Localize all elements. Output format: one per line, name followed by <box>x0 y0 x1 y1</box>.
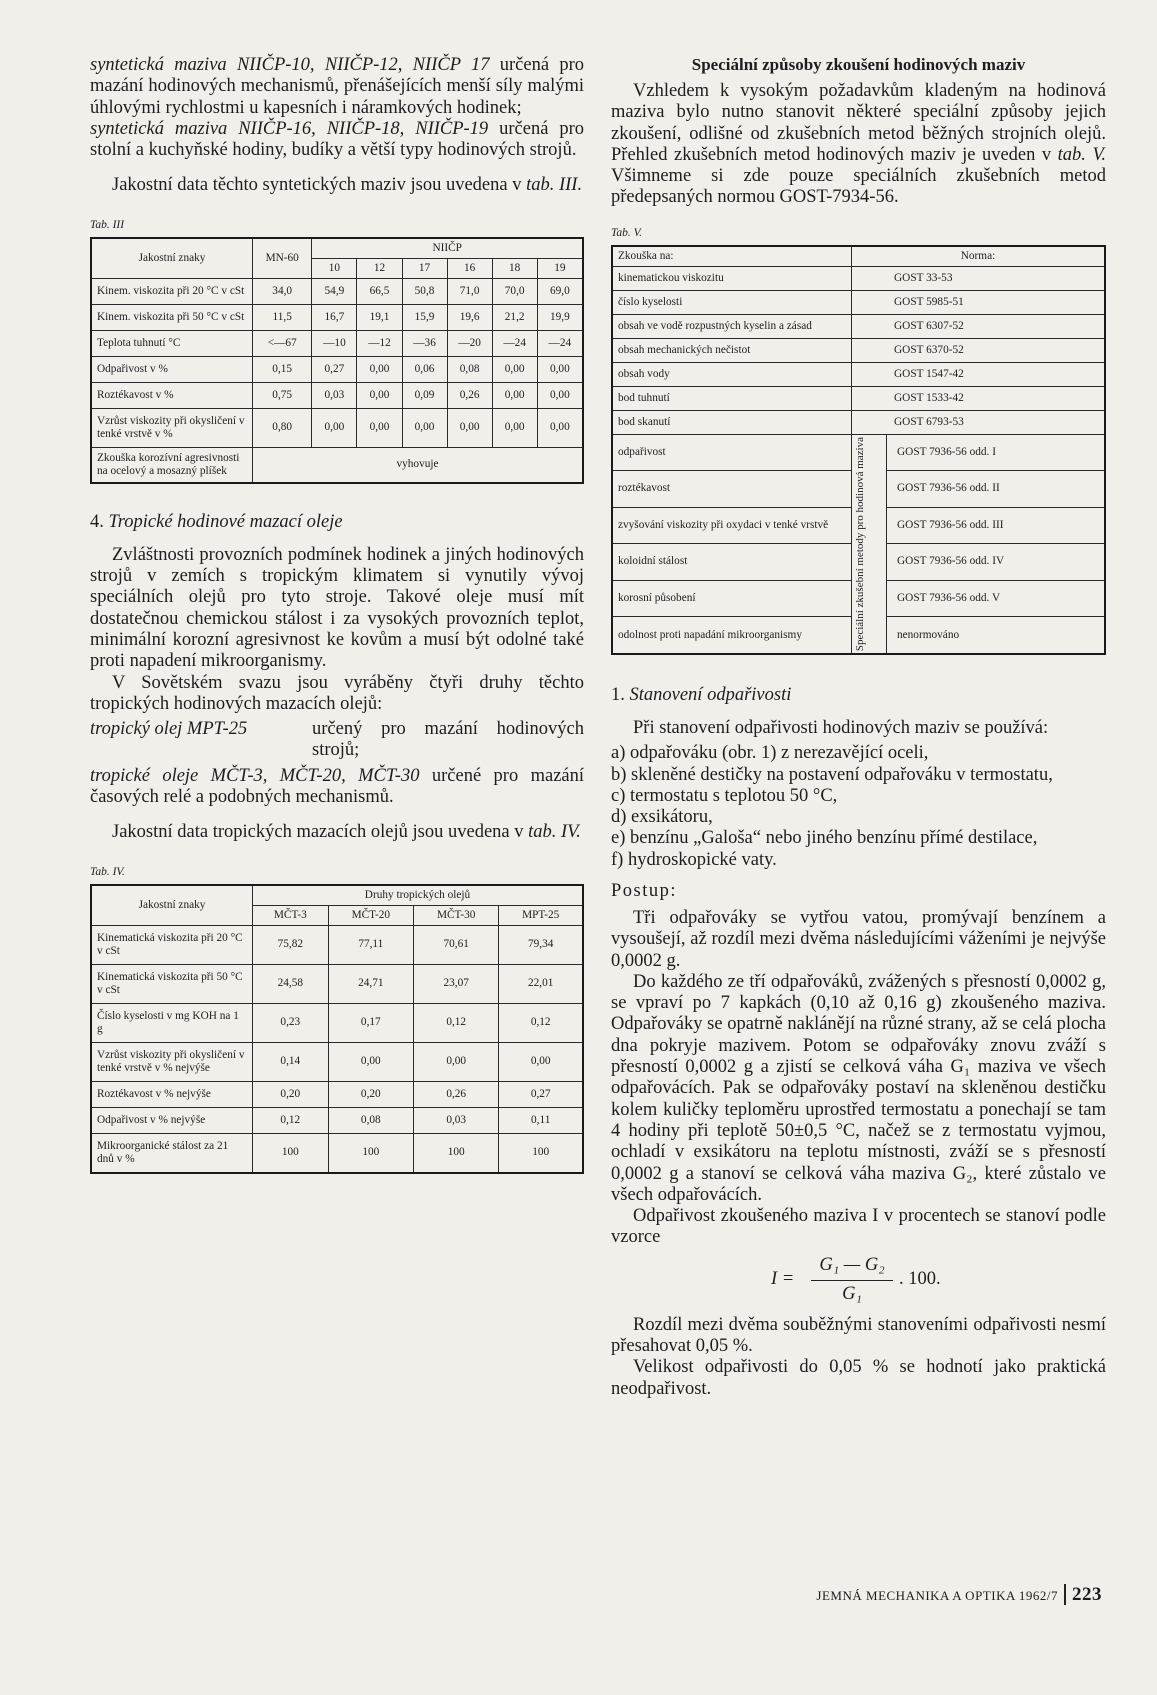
paragraph-special-methods <box>611 81 1106 209</box>
journal-name: JEMNÁ MECHANIKA A OPTIKA 1962/7 <box>816 1588 1058 1603</box>
section-number: 1. <box>611 684 625 705</box>
table5-row <box>612 266 1105 290</box>
table5-norm: GOST 7936-56 odd. II <box>887 471 1106 507</box>
table5-norm: GOST 5985-51 <box>852 290 1106 314</box>
table4-col-header: MČT-3 <box>253 905 329 925</box>
table5-norm: GOST 7936-56 odd. V <box>887 580 1106 616</box>
table4-row <box>91 964 583 1003</box>
table3-row <box>91 304 583 330</box>
table3-col-header: 17 <box>402 258 447 278</box>
table4-cell: 0,17 <box>328 1003 413 1042</box>
table3-cell: 0,15 <box>253 356 312 382</box>
table4-label: Tab. IV. <box>90 865 125 878</box>
table3-col-header: 16 <box>447 258 492 278</box>
table4-row-label: Kinematická viskozita při 50 °C v cSt <box>91 964 253 1003</box>
table4-cell: 70,61 <box>414 925 499 964</box>
table4-row <box>91 1081 583 1107</box>
table3-header-niicp: NIIČP <box>312 238 583 259</box>
table4-cell: 0,12 <box>499 1003 583 1042</box>
table4-cell: 77,11 <box>328 925 413 964</box>
table4-cell: 100 <box>253 1133 329 1173</box>
paragraph-procedure-1: Tři odpařováky se vytřou vatou, promývají benzínem a vysoušejí, až rozdíl mezi dvěma následujícími váženími je nejvýše 0,0002 g. <box>611 908 1106 971</box>
table4-header-property: Jakostní znaky <box>91 885 253 926</box>
formula-denominator: G₁ <box>842 1283 862 1304</box>
table3-col-header: 10 <box>312 258 357 278</box>
definition-term: tropické oleje MČT-3, MČT-20, MČT-30 <box>90 765 420 786</box>
definition-desc: určená pro mazání hodinových mechanismů, přenášejících menší síly malými úhlovými rychlostmi u kapesních i náramkových hodinek; <box>90 55 584 118</box>
table3-cell: 11,5 <box>253 304 312 330</box>
table3-cell: 0,00 <box>357 408 402 447</box>
table3-cell: 0,75 <box>253 382 312 408</box>
equipment-list-item: f) hydroskopické vaty. <box>611 849 777 870</box>
paragraph-tropical-intro: Zvláštnosti provozních podmínek hodinek a jiných hodinových strojů v zemích s tropickým klimatem si vynutily vývoj speciálních olejů pro tyto stroje. Takové oleje musí mít dostatečnou chemickou stálost i za vysokých provozních teplot, minimální korozní agresivnost ke kovům a musí být odolné také proti napadení mikroorganismy. <box>90 544 584 672</box>
definition-synthetic-1 <box>90 55 584 119</box>
special-methods-text: Speciální zkušební metody pro hodinová maziva <box>854 436 866 651</box>
table5-test: kinematickou viskozitu <box>612 266 852 290</box>
table4 <box>90 884 584 1174</box>
table5-norm: GOST 6307-52 <box>852 314 1106 338</box>
formula-lhs: I = <box>771 1268 795 1289</box>
table5-norm: GOST 7936-56 odd. IV <box>887 544 1106 580</box>
table3-row-label: Odpařivost v % <box>91 356 253 382</box>
definition-desc: určené pro mazání časových relé a podobných mechanismů. <box>90 765 585 808</box>
table4-cell: 24,58 <box>253 964 329 1003</box>
section-title: Tropické hodinové mazací oleje <box>108 511 343 532</box>
definition-term: syntetická maziva NIIČP-10, NIIČP-12, NIIČP 17 <box>90 55 490 75</box>
table4-cell: 0,26 <box>414 1081 499 1107</box>
table4-row <box>91 1003 583 1042</box>
table3-row-label: Zkouška korozívní agresivnosti na ocelový a mosazný plíšek <box>91 447 253 483</box>
table5-test: roztékavost <box>612 471 852 507</box>
table4-cell: 0,03 <box>414 1107 499 1133</box>
section-1-heading <box>611 685 1106 706</box>
table5-row <box>612 362 1105 386</box>
table4-row <box>91 1042 583 1081</box>
table4-cell: 0,08 <box>328 1107 413 1133</box>
table3-cell: —36 <box>402 330 447 356</box>
table3-cell: —24 <box>537 330 583 356</box>
table5-norm: GOST 7936-56 odd. I <box>887 434 1106 470</box>
table4-row-label: Roztékavost v % nejvýše <box>91 1081 253 1107</box>
table4-cell: 0,12 <box>414 1003 499 1042</box>
paragraph-soviet-oils: V Sovětském svazu jsou vyráběny čtyři druhy těchto tropických hodinových mazacích olejů: <box>90 672 584 714</box>
table3-cell: 0,00 <box>492 408 537 447</box>
table4-col-header: MČT-30 <box>414 905 499 925</box>
definition-term: tropický olej MPT-25 <box>90 719 248 740</box>
table3-cell: 0,00 <box>537 356 583 382</box>
table5-row <box>612 434 1105 470</box>
table3-cell: —12 <box>357 330 402 356</box>
table5-norm: GOST 1547-42 <box>852 362 1106 386</box>
formula-rhs: . 100. <box>899 1268 941 1289</box>
table3-cell: vyhovuje <box>253 447 584 483</box>
table4-cell: 100 <box>499 1133 583 1173</box>
table-reference: tab. V. <box>1057 144 1106 165</box>
paragraph-equipment-intro: Při stanovení odpařivosti hodinových maziv se používá: <box>633 717 1049 738</box>
paragraph-difference: Rozdíl mezi dvěma souběžnými stanoveními odpařivosti nesmí přesahovat 0,05 %. <box>611 1314 1106 1357</box>
table5-norm: GOST 6370-52 <box>852 338 1106 362</box>
paragraph-text: Jakostní data těchto syntetických maziv jsou uvedena v <box>112 175 522 196</box>
table3-cell: 0,00 <box>357 356 402 382</box>
table4-cell: 100 <box>414 1133 499 1173</box>
table4-row-label: Odpařivost v % nejvýše <box>91 1107 253 1133</box>
table3-cell: 0,00 <box>312 408 357 447</box>
section-number: 4. <box>90 511 104 532</box>
table3-cell: 0,00 <box>357 382 402 408</box>
table5-norm: GOST 33-53 <box>852 266 1106 290</box>
table5-test: obsah ve vodě rozpustných kyselin a zásad <box>612 314 852 338</box>
table5-header-norm: Norma: <box>852 246 1106 267</box>
table5-test: odpařivost <box>612 434 852 470</box>
table3-cell: 0,00 <box>537 382 583 408</box>
table4-cell: 75,82 <box>253 925 329 964</box>
table5-norm: GOST 1533-42 <box>852 386 1106 410</box>
table3-cell: 0,00 <box>537 408 583 447</box>
table3-header-property: Jakostní znaky <box>91 238 253 279</box>
equipment-list <box>611 743 1106 871</box>
table4-cell: 22,01 <box>499 964 583 1003</box>
table3-cell: 19,1 <box>357 304 402 330</box>
table4-cell: 0,00 <box>499 1042 583 1081</box>
table4-cell: 0,27 <box>499 1081 583 1107</box>
table4-row-label: Číslo kyselosti v mg KOH na 1 g <box>91 1003 253 1042</box>
table3-cell: 16,7 <box>312 304 357 330</box>
paragraph-text: Vzhledem k vysokým požadavkům kladeným na hodinová maziva bylo nutno stanovit některé speciální způsoby jejich zkoušení, odlišné od zkušebních metod běžných strojních olejů. Přehled zkušebních metod hodinových maziv je uveden v <box>611 81 1106 165</box>
table3-cell: —10 <box>312 330 357 356</box>
table3-cell: 0,27 <box>312 356 357 382</box>
table5-row <box>612 410 1105 434</box>
page-number: 223 <box>1064 1584 1102 1605</box>
table3-row <box>91 382 583 408</box>
table5-test: obsah mechanických nečistot <box>612 338 852 362</box>
table3-cell: —20 <box>447 330 492 356</box>
table4-cell: 0,23 <box>253 1003 329 1042</box>
table4-cell: 0,20 <box>253 1081 329 1107</box>
definition-synthetic-2 <box>90 119 584 162</box>
equipment-list-item: d) exsikátoru, <box>611 807 713 828</box>
table3-col-header: 19 <box>537 258 583 278</box>
table5-test: odolnost proti napadání mikroorganismy <box>612 617 852 654</box>
table4-cell: 0,00 <box>414 1042 499 1081</box>
definition-desc: určený pro mazání hodinových strojů; <box>312 719 584 761</box>
table3-cell: 0,80 <box>253 408 312 447</box>
table4-col-header: MČT-20 <box>328 905 413 925</box>
paragraph-text: Všimneme si zde pouze speciálních zkušebních metod předepsaných normou GOST-7934-56. <box>611 166 1106 208</box>
paragraph-formula-intro: Odpařivost zkoušeného maziva I v procentech se stanoví podle vzorce <box>611 1206 1106 1248</box>
table5-row <box>612 338 1105 362</box>
table4-cell: 79,34 <box>499 925 583 964</box>
table3-row <box>91 330 583 356</box>
table4-cell: 0,14 <box>253 1042 329 1081</box>
table3-cell: 54,9 <box>312 278 357 304</box>
table5-label: Tab. V. <box>611 226 643 239</box>
table3-cell: 69,0 <box>537 278 583 304</box>
table3-cell: 21,2 <box>492 304 537 330</box>
table5-test: číslo kyselosti <box>612 290 852 314</box>
table-reference: tab. IV. <box>528 822 581 843</box>
table4-cell: 100 <box>328 1133 413 1173</box>
table3-row <box>91 408 583 447</box>
table3-cell: —24 <box>492 330 537 356</box>
table3-cell: 0,08 <box>447 356 492 382</box>
table5-test: bod tuhnutí <box>612 386 852 410</box>
right-column <box>611 55 1106 1400</box>
section-title: Stanovení odpařivosti <box>629 684 792 705</box>
equipment-list-item: e) benzínu „Galoša“ nebo jiného benzínu přímé destilace, <box>611 828 1038 849</box>
table4-row-label: Vzrůst viskozity při okysličení v tenké vrstvě v % nejvýše <box>91 1042 253 1081</box>
table5-special-methods-label <box>852 434 887 654</box>
table3-cell: 0,26 <box>447 382 492 408</box>
paragraph-text: Jakostní data tropických mazacích olejů jsou uvedena v <box>112 822 524 843</box>
table3-row-label: Kinem. viskozita při 50 °C v cSt <box>91 304 253 330</box>
table3-cell: 0,00 <box>402 408 447 447</box>
table5-norm: GOST 7936-56 odd. III <box>887 507 1106 543</box>
table3-col-header: 18 <box>492 258 537 278</box>
table3-row-label: Roztékavost v % <box>91 382 253 408</box>
table5-header-test: Zkouška na: <box>612 246 852 267</box>
paragraph-procedure-2: Do každého ze tří odpařováků, zvážených s přesností 0,0002 g, se vpraví po 7 kapkách (0,10 až 0,16 g) zkoušeného maziva. Odpařováky se opatrně naklánějí na různé strany, až se celá plocha dna pokryje mazivem. Potom se odpařováky znovu zváží s přesností 0,0002 g a zjistí se celková váha G₁ maziva ve všech odpařovácích. Pak se odpařováky postaví na skleněnou destičku kolem kuličky teploměru uprostřed termostatu a ponechají se tam 4 hodiny při teplotě 50±0,5 °C, načež se z termostatu vyjmou, ochladí v exsikátoru na teplotu místnosti, zváží se s přesností 0,0002 g a stanoví se celková váha maziva G₂, které zůstalo ve všech odpařovácích. <box>611 971 1106 1205</box>
section-heading-special-methods: Speciální způsoby zkoušení hodinových maziv <box>691 55 1026 74</box>
definition-desc: určená pro stolní a kuchyňské hodiny, budíky a větší typy hodinových strojů. <box>90 118 584 161</box>
table3-cell: 50,8 <box>402 278 447 304</box>
table3-header-mn60: MN-60 <box>253 238 312 279</box>
formula-fraction-bar <box>811 1280 893 1281</box>
table4-cell: 0,11 <box>499 1107 583 1133</box>
evaporation-formula <box>611 1251 1106 1309</box>
formula-numerator: G₁ — G₂ <box>819 1254 885 1275</box>
table4-row <box>91 1107 583 1133</box>
table3-cell: 70,0 <box>492 278 537 304</box>
table3-cell: 0,09 <box>402 382 447 408</box>
table4-cell: 0,00 <box>328 1042 413 1081</box>
definition-mct <box>90 766 584 809</box>
table5-test: korosní působení <box>612 580 852 616</box>
paragraph-tab3-ref <box>90 175 584 196</box>
table4-cell: 23,07 <box>414 964 499 1003</box>
definition-mpt25 <box>90 719 584 762</box>
table3-cell: 15,9 <box>402 304 447 330</box>
equipment-list-item: a) odpařováku (obr. 1) z nerezavějící oceli, <box>611 743 929 764</box>
procedure-heading: Postup: <box>611 881 678 901</box>
table5-test: obsah vody <box>612 362 852 386</box>
table4-row-label: Mikroorganické stálost za 21 dnů v % <box>91 1133 253 1173</box>
table3-cell: 19,9 <box>537 304 583 330</box>
table-reference: tab. III. <box>526 175 583 196</box>
paragraph-tab4-ref <box>90 822 584 843</box>
table3-cell: <—67 <box>253 330 312 356</box>
table5-norm: nenormováno <box>887 617 1106 654</box>
table3-row-label: Kinem. viskozita při 20 °C v cSt <box>91 278 253 304</box>
table5-row <box>612 314 1105 338</box>
table3-col-header: 12 <box>357 258 402 278</box>
definition-term: syntetická maziva NIIČP-16, NIIČP-18, NIIČP-19 <box>90 118 489 139</box>
table5-test: zvyšování viskozity při oxydaci v tenké vrstvě <box>612 507 852 543</box>
table5-test: koloidní stálost <box>612 544 852 580</box>
table3-cell: 0,06 <box>402 356 447 382</box>
paragraph-conclusion: Velikost odpařivosti do 0,05 % se hodnotí jako praktická neodpařivost. <box>611 1357 1106 1399</box>
table3-cell: 19,6 <box>447 304 492 330</box>
equipment-list-item: c) termostatu s teplotou 50 °C, <box>611 785 838 806</box>
table4-cell: 0,20 <box>328 1081 413 1107</box>
table5-test: bod skanutí <box>612 410 852 434</box>
table3-row-label: Vzrůst viskozity při okysličení v tenké vrstvě v % <box>91 408 253 447</box>
table5-row <box>612 386 1105 410</box>
table3 <box>90 237 584 484</box>
table3-cell: 71,0 <box>447 278 492 304</box>
page-footer <box>816 1584 1102 1606</box>
table3-cell: 0,00 <box>492 382 537 408</box>
left-column <box>90 55 584 1174</box>
table5 <box>611 245 1106 655</box>
table4-cell: 0,12 <box>253 1107 329 1133</box>
table3-cell: 34,0 <box>253 278 312 304</box>
table3-label: Tab. III <box>90 218 125 231</box>
equipment-list-item: b) skleněné destičky na postavení odpařováku v termostatu, <box>611 764 1053 785</box>
table3-cell: 0,00 <box>492 356 537 382</box>
table4-row <box>91 1133 583 1173</box>
table3-row <box>91 356 583 382</box>
section-4-heading <box>90 512 584 533</box>
table3-row-label: Teplota tuhnutí °C <box>91 330 253 356</box>
table4-row <box>91 925 583 964</box>
table3-row <box>91 278 583 304</box>
table5-row <box>612 290 1105 314</box>
table5-norm: GOST 6793-53 <box>852 410 1106 434</box>
table3-cell: 0,03 <box>312 382 357 408</box>
table3-cell: 0,00 <box>447 408 492 447</box>
table4-col-header: MPT-25 <box>499 905 583 925</box>
table4-header-group: Druhy tropických olejů <box>253 885 584 906</box>
table3-cell: 66,5 <box>357 278 402 304</box>
table4-row-label: Kinematická viskozita při 20 °C v cSt <box>91 925 253 964</box>
table4-cell: 24,71 <box>328 964 413 1003</box>
table3-row <box>91 447 583 483</box>
